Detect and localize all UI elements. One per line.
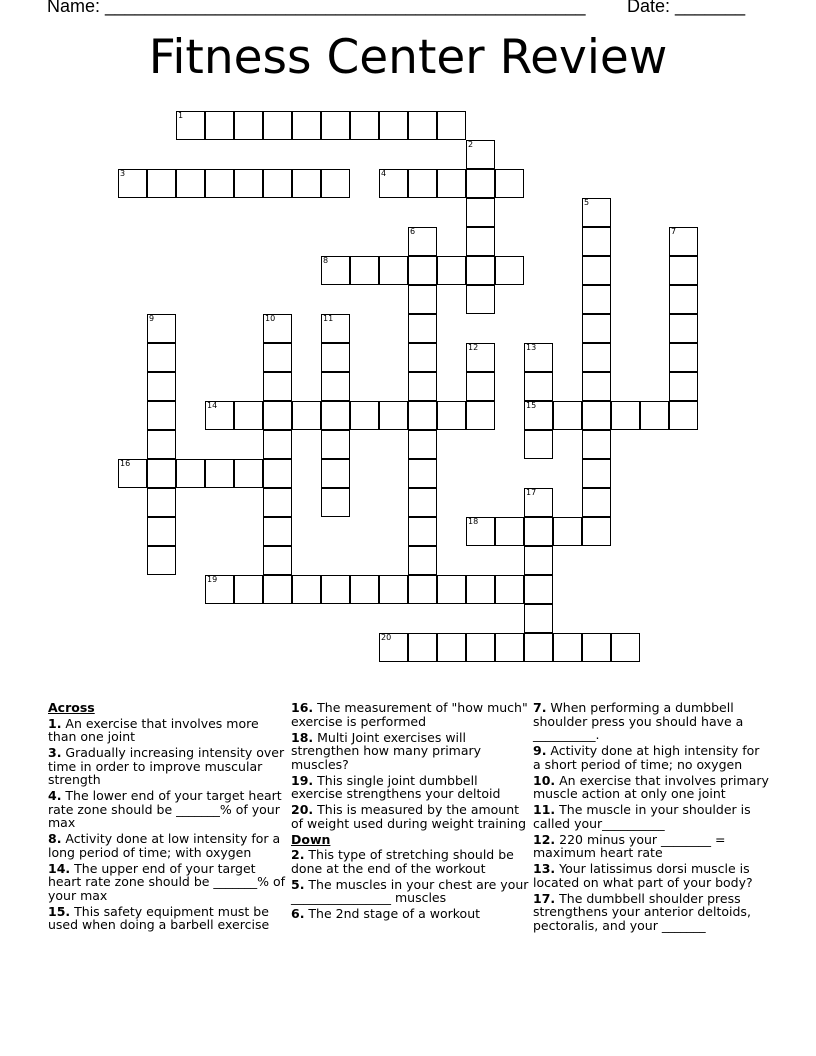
grid-cell[interactable]	[147, 169, 176, 198]
grid-cell[interactable]	[669, 256, 698, 285]
cell-number: 3	[120, 169, 126, 178]
grid-cell[interactable]	[495, 575, 524, 604]
clue-number: 19.	[291, 772, 314, 788]
grid-cell[interactable]	[466, 256, 495, 285]
cell-number: 4	[381, 169, 387, 178]
grid-cell[interactable]	[147, 430, 176, 459]
grid-cell[interactable]	[176, 169, 205, 198]
grid-cell[interactable]	[524, 430, 553, 459]
clue-number: 10.	[533, 772, 556, 788]
cell-number: 14	[207, 401, 218, 410]
cell-number: 2	[468, 140, 474, 149]
cell-number: 18	[468, 517, 479, 526]
grid-cell[interactable]	[582, 488, 611, 517]
grid-cell[interactable]	[408, 488, 437, 517]
clue-item	[48, 717, 286, 744]
cell-number: 1	[178, 111, 184, 120]
grid-cell[interactable]	[321, 488, 350, 517]
clue-item	[48, 746, 286, 787]
grid-cell[interactable]	[234, 401, 263, 430]
grid-cell[interactable]	[408, 372, 437, 401]
grid-cell[interactable]	[263, 111, 292, 140]
clue-item	[533, 701, 771, 742]
grid-cell[interactable]	[379, 633, 408, 662]
clue-text: Activity done at high intensity for a short period of time; no oxygen	[533, 743, 760, 772]
clue-number: 20.	[291, 802, 314, 817]
clue-number: 9.	[533, 743, 547, 758]
cell-number: 11	[323, 314, 334, 323]
clue-text: The muscles in your chest are your ________________ muscles	[291, 876, 529, 905]
grid-cell[interactable]	[263, 517, 292, 546]
grid-cell[interactable]	[495, 256, 524, 285]
clue-number: 18.	[291, 729, 314, 745]
grid-cell[interactable]	[408, 285, 437, 314]
grid-cell[interactable]	[321, 314, 350, 343]
grid-cell[interactable]	[234, 459, 263, 488]
grid-cell[interactable]	[147, 488, 176, 517]
clue-number: 13.	[533, 861, 556, 876]
grid-cell[interactable]	[582, 314, 611, 343]
clue-text: This type of stretching should be done at the end of the workout	[291, 847, 514, 876]
grid-cell[interactable]	[263, 488, 292, 517]
grid-cell[interactable]	[292, 401, 321, 430]
grid-cell[interactable]	[408, 430, 437, 459]
clue-text: This single joint dumbbell exercise strengthens your deltoid	[291, 772, 501, 801]
grid-cell[interactable]	[379, 111, 408, 140]
grid-cell[interactable]	[495, 633, 524, 662]
clue-number: 15.	[48, 903, 71, 919]
grid-cell[interactable]	[408, 546, 437, 575]
grid-cell[interactable]	[147, 517, 176, 546]
grid-cell[interactable]	[611, 633, 640, 662]
clue-text: The upper end of your target heart rate zone should be _______% of your max	[48, 860, 286, 903]
grid-cell[interactable]	[263, 575, 292, 604]
grid-cell[interactable]	[582, 343, 611, 372]
grid-cell[interactable]	[408, 575, 437, 604]
grid-cell[interactable]	[321, 343, 350, 372]
clue-text: Multi Joint exercises will strengthen how many primary muscles?	[291, 729, 482, 772]
clue-text: Your latissimus dorsi muscle is located on what part of your body?	[533, 861, 753, 890]
clue-number: 17.	[533, 890, 556, 906]
clue-number: 3.	[48, 745, 62, 760]
clue-text: This is measured by the amount of weight used during weight training	[291, 802, 527, 831]
grid-cell[interactable]	[437, 256, 466, 285]
grid-cell[interactable]	[640, 401, 669, 430]
grid-cell[interactable]	[524, 546, 553, 575]
grid-cell[interactable]	[669, 314, 698, 343]
date-field-label: Date: _______	[627, 0, 746, 16]
grid-cell[interactable]	[263, 372, 292, 401]
clue-number: 16.	[291, 700, 314, 715]
name-field-label: Name: ________________________________________________	[47, 0, 586, 16]
grid-cell[interactable]	[350, 401, 379, 430]
grid-cell[interactable]	[321, 256, 350, 285]
clue-number: 7.	[533, 700, 547, 715]
grid-cell[interactable]	[582, 285, 611, 314]
clue-item	[533, 744, 771, 771]
grid-cell[interactable]	[524, 633, 553, 662]
grid-cell[interactable]	[292, 169, 321, 198]
clue-number: 8.	[48, 831, 62, 846]
cell-number: 7	[671, 227, 677, 236]
grid-cell[interactable]	[582, 198, 611, 227]
grid-cell[interactable]	[176, 459, 205, 488]
grid-cell[interactable]	[669, 227, 698, 256]
grid-cell[interactable]	[205, 111, 234, 140]
grid-cell[interactable]	[147, 372, 176, 401]
cell-number: 20	[381, 633, 392, 642]
grid-cell[interactable]	[321, 575, 350, 604]
grid-cell[interactable]	[147, 546, 176, 575]
grid-cell[interactable]	[437, 169, 466, 198]
grid-cell[interactable]	[669, 285, 698, 314]
grid-cell[interactable]	[263, 343, 292, 372]
clue-number: 12.	[533, 831, 556, 847]
cell-number: 16	[120, 459, 131, 468]
grid-cell[interactable]	[408, 343, 437, 372]
grid-cell[interactable]	[350, 256, 379, 285]
grid-cell[interactable]	[147, 401, 176, 430]
grid-cell[interactable]	[553, 633, 582, 662]
grid-cell[interactable]	[350, 575, 379, 604]
grid-cell[interactable]	[321, 372, 350, 401]
grid-cell[interactable]	[669, 343, 698, 372]
clue-item	[291, 848, 529, 875]
grid-cell[interactable]	[408, 111, 437, 140]
grid-cell[interactable]	[524, 575, 553, 604]
grid-cell[interactable]	[205, 575, 234, 604]
clue-item	[48, 862, 286, 903]
grid-cell[interactable]	[582, 633, 611, 662]
grid-cell[interactable]	[466, 401, 495, 430]
grid-cell[interactable]	[466, 227, 495, 256]
grid-cell[interactable]	[118, 459, 147, 488]
grid-cell[interactable]	[408, 459, 437, 488]
grid-cell[interactable]	[466, 198, 495, 227]
page-title: Fitness Center Review	[148, 30, 668, 85]
grid-cell[interactable]	[466, 169, 495, 198]
grid-cell[interactable]	[524, 372, 553, 401]
grid-cell[interactable]	[524, 488, 553, 517]
grid-cell[interactable]	[437, 401, 466, 430]
grid-cell[interactable]	[147, 459, 176, 488]
grid-cell[interactable]	[466, 343, 495, 372]
grid-cell[interactable]	[379, 575, 408, 604]
clue-text: An exercise that involves primary muscle action at only one joint	[533, 772, 769, 801]
cell-number: 6	[410, 227, 416, 236]
grid-cell[interactable]	[379, 256, 408, 285]
grid-cell[interactable]	[408, 633, 437, 662]
grid-cell[interactable]	[408, 169, 437, 198]
clue-item	[291, 907, 529, 921]
cell-number: 13	[526, 343, 537, 352]
cell-number: 5	[584, 198, 590, 207]
clue-text: 220 minus your ________ = maximum heart rate	[533, 831, 726, 860]
grid-cell[interactable]	[669, 401, 698, 430]
clue-item	[291, 731, 529, 772]
grid-cell[interactable]	[437, 633, 466, 662]
grid-cell[interactable]	[263, 459, 292, 488]
clue-item	[48, 789, 286, 830]
grid-cell[interactable]	[495, 169, 524, 198]
grid-cell[interactable]	[408, 314, 437, 343]
grid-cell[interactable]	[321, 111, 350, 140]
cell-number: 17	[526, 488, 537, 497]
grid-cell[interactable]	[234, 575, 263, 604]
clue-text: The 2nd stage of a workout	[304, 906, 481, 921]
grid-cell[interactable]	[350, 111, 379, 140]
clue-text: Activity done at low intensity for a long period of time; with oxygen	[48, 831, 281, 860]
clue-item	[533, 774, 771, 801]
grid-cell[interactable]	[205, 169, 234, 198]
clue-item	[48, 832, 286, 859]
grid-cell[interactable]	[669, 372, 698, 401]
grid-cell[interactable]	[234, 111, 263, 140]
clues-column-2	[291, 701, 529, 923]
cell-number: 12	[468, 343, 479, 352]
clue-item	[533, 833, 771, 860]
grid-cell[interactable]	[466, 285, 495, 314]
grid-cell[interactable]	[234, 169, 263, 198]
clues-column-3	[533, 701, 771, 935]
clue-text: The lower end of your target heart rate zone should be _______% of your max	[48, 788, 282, 830]
grid-cell[interactable]	[205, 401, 234, 430]
cell-number: 9	[149, 314, 155, 323]
grid-cell[interactable]	[263, 169, 292, 198]
grid-cell[interactable]	[582, 227, 611, 256]
grid-cell[interactable]	[408, 401, 437, 430]
grid-cell[interactable]	[611, 401, 640, 430]
grid-cell[interactable]	[147, 314, 176, 343]
grid-cell[interactable]	[582, 372, 611, 401]
grid-cell[interactable]	[147, 343, 176, 372]
clue-text: The muscle in your shoulder is called your__________	[533, 802, 751, 831]
grid-cell[interactable]	[582, 401, 611, 430]
clue-number: 14.	[48, 860, 71, 876]
grid-cell[interactable]	[582, 256, 611, 285]
clue-item	[533, 862, 771, 889]
grid-cell[interactable]	[553, 517, 582, 546]
grid-cell[interactable]	[408, 256, 437, 285]
grid-cell[interactable]	[466, 140, 495, 169]
clue-text: Gradually increasing intensity over time in order to improve muscular strength	[48, 745, 285, 787]
grid-cell[interactable]	[495, 517, 524, 546]
grid-cell[interactable]	[321, 401, 350, 430]
grid-cell[interactable]	[466, 517, 495, 546]
grid-cell[interactable]	[582, 517, 611, 546]
cell-number: 10	[265, 314, 276, 323]
cell-number: 19	[207, 575, 218, 584]
clue-item	[291, 803, 529, 830]
grid-cell[interactable]	[437, 111, 466, 140]
grid-cell[interactable]	[292, 575, 321, 604]
grid-cell[interactable]	[466, 372, 495, 401]
grid-cell[interactable]	[118, 169, 147, 198]
grid-cell[interactable]	[263, 401, 292, 430]
clue-text: When performing a dumbbell shoulder press you should have a __________.	[533, 700, 744, 742]
grid-cell[interactable]	[466, 575, 495, 604]
clue-number: 2.	[291, 847, 305, 862]
grid-cell[interactable]	[263, 314, 292, 343]
grid-cell[interactable]	[524, 343, 553, 372]
clue-number: 1.	[48, 715, 62, 731]
cell-number: 8	[323, 256, 329, 265]
grid-cell[interactable]	[176, 111, 205, 140]
grid-cell[interactable]	[524, 517, 553, 546]
grid-cell[interactable]	[466, 633, 495, 662]
grid-cell[interactable]	[553, 401, 582, 430]
clue-item	[533, 892, 771, 933]
cell-number: 15	[526, 401, 537, 410]
clue-item	[48, 905, 286, 932]
grid-cell[interactable]	[263, 546, 292, 575]
grid-cell[interactable]	[321, 459, 350, 488]
grid-cell[interactable]	[524, 604, 553, 633]
grid-cell[interactable]	[321, 430, 350, 459]
clue-text: This safety equipment must be used when doing a barbell exercise	[48, 903, 270, 932]
grid-cell[interactable]	[437, 575, 466, 604]
clue-item	[291, 878, 529, 905]
clue-text: The dumbbell shoulder press strengthens your anterior deltoids, pectoralis, and your _______	[533, 890, 751, 933]
clue-number: 4.	[48, 788, 62, 803]
clue-text: An exercise that involves more than one joint	[48, 715, 259, 744]
clue-number: 11.	[533, 802, 556, 817]
grid-cell[interactable]	[292, 111, 321, 140]
clue-item	[291, 774, 529, 801]
clue-item	[533, 803, 771, 830]
clue-item	[291, 701, 529, 728]
grid-cell[interactable]	[205, 459, 234, 488]
grid-cell[interactable]	[263, 430, 292, 459]
clue-number: 5.	[291, 876, 305, 892]
grid-cell[interactable]	[524, 401, 553, 430]
clues-column-1	[48, 701, 286, 934]
grid-cell[interactable]	[582, 459, 611, 488]
grid-cell[interactable]	[379, 401, 408, 430]
grid-cell[interactable]	[408, 517, 437, 546]
down-heading: Down	[291, 831, 331, 847]
clue-text: The measurement of "how much" exercise is performed	[291, 700, 528, 729]
grid-cell[interactable]	[379, 169, 408, 198]
grid-cell[interactable]	[321, 169, 350, 198]
grid-cell[interactable]	[582, 430, 611, 459]
across-heading: Across	[48, 700, 95, 715]
clue-number: 6.	[291, 906, 305, 921]
grid-cell[interactable]	[408, 227, 437, 256]
